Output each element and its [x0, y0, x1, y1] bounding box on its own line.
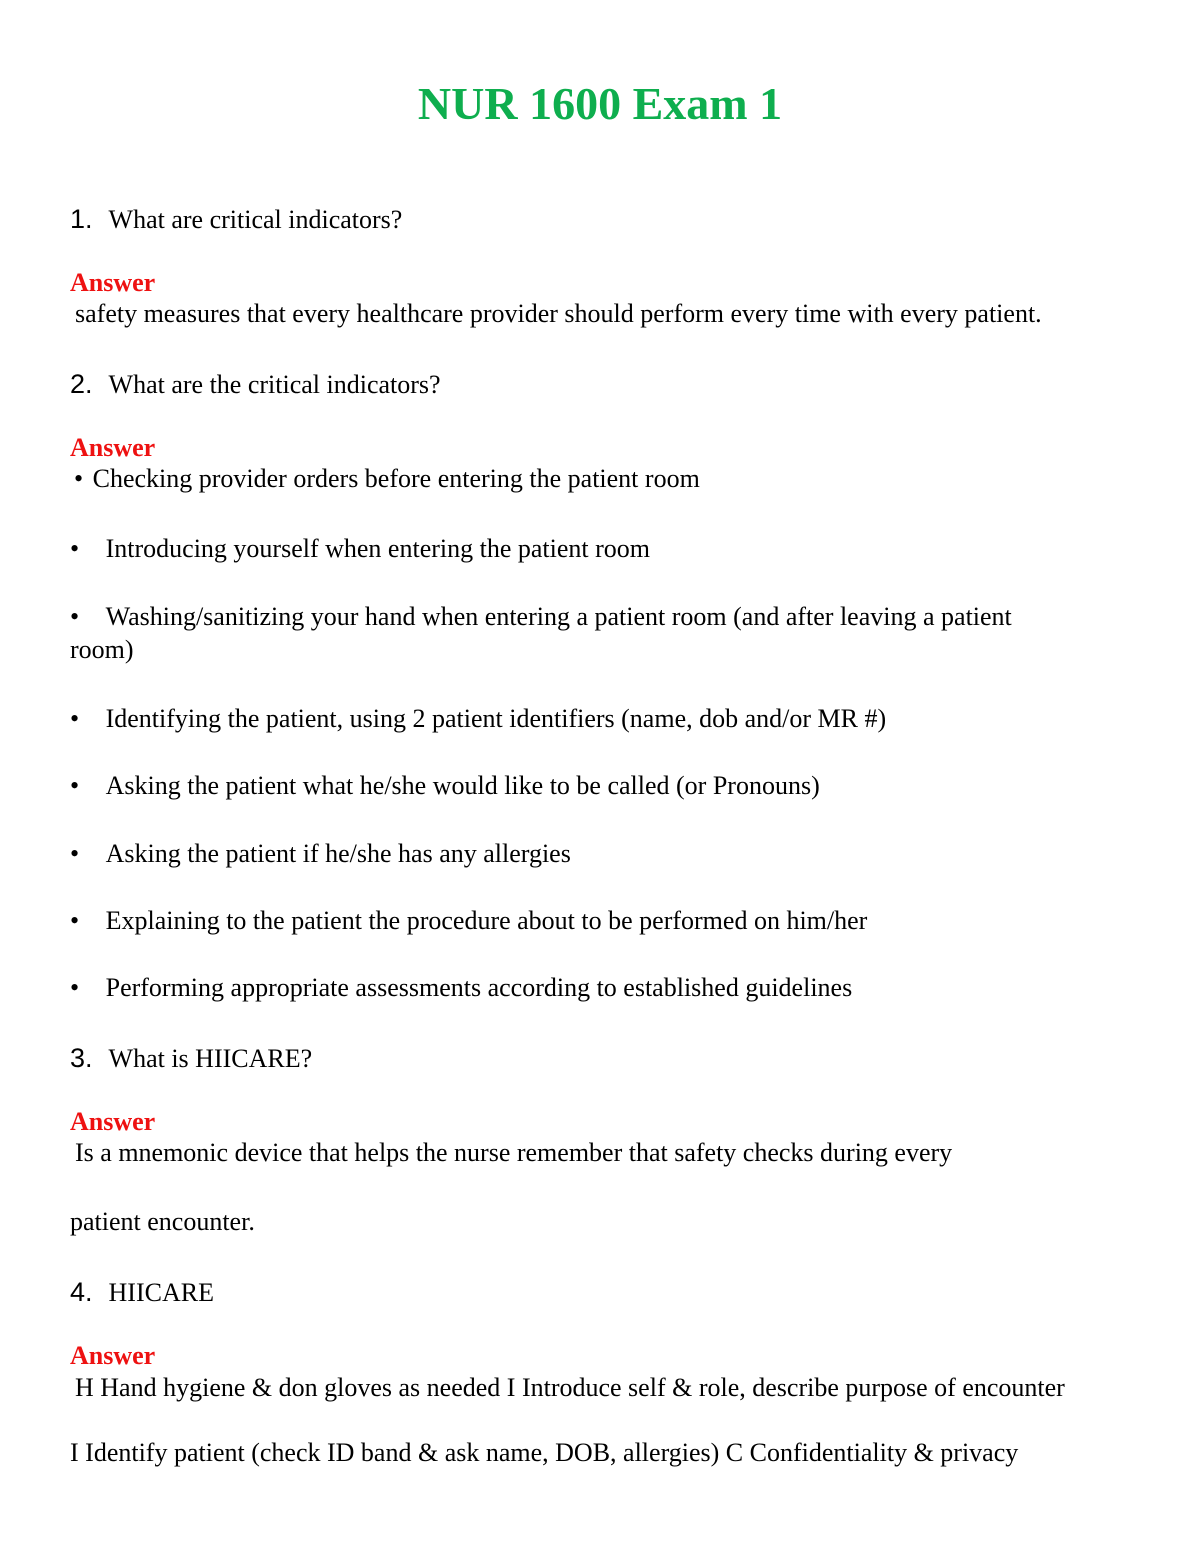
answer-label: Answer [70, 268, 156, 297]
answer-label: Answer [70, 1107, 156, 1136]
bullet-text: Introducing yourself when entering the patient room [105, 534, 651, 563]
answer-text: Is a mnemonic device that helps the nurse remember that safety checks during every [75, 1138, 953, 1167]
bullet-item [70, 839, 571, 869]
bullet-item [70, 771, 820, 801]
bullet-item [70, 973, 852, 1003]
bullet-text: Checking provider orders before entering the patient room [92, 464, 700, 493]
question-number: 3. [70, 1043, 93, 1073]
bullet-icon: • [70, 771, 80, 800]
answer-text: safety measures that every healthcare provider should perform every time with every patient. [75, 299, 1042, 328]
bullet-continuation: room) [70, 635, 134, 664]
answer-text: H Hand hygiene & don gloves as needed I Introduce self & role, describe purpose of encounter [75, 1373, 1065, 1402]
answer-label: Answer [70, 1341, 156, 1370]
question-3 [70, 1043, 312, 1074]
bullet-text: Asking the patient what he/she would like to be called (or Pronouns) [105, 771, 820, 800]
bullet-icon: • [70, 534, 80, 563]
bullet-text: Washing/sanitizing your hand when entering a patient room (and after leaving a patient [105, 602, 1012, 631]
document-title: NUR 1600 Exam 1 [417, 78, 783, 129]
bullet-icon: • [70, 906, 80, 935]
question-number: 4. [70, 1277, 93, 1307]
answer-text: I Identify patient (check ID band & ask name, DOB, allergies) C Confidentiality & privacy [70, 1438, 1019, 1467]
question-number: 1. [70, 204, 93, 234]
question-text: What are the critical indicators? [108, 370, 441, 399]
bullet-item [74, 464, 700, 494]
question-2 [70, 369, 441, 400]
question-number: 2. [70, 369, 93, 399]
bullet-item [70, 704, 886, 734]
bullet-text: Performing appropriate assessments according to established guidelines [105, 973, 853, 1002]
bullet-item [70, 906, 867, 936]
bullet-icon: • [70, 839, 80, 868]
question-text: HIICARE [108, 1278, 214, 1307]
bullet-text: Asking the patient if he/she has any allergies [105, 839, 571, 868]
bullet-text: Explaining to the patient the procedure about to be performed on him/her [105, 906, 868, 935]
answer-text: patient encounter. [70, 1207, 255, 1236]
question-4 [70, 1277, 214, 1308]
bullet-icon: • [70, 973, 80, 1002]
question-1 [70, 204, 402, 235]
bullet-text: Identifying the patient, using 2 patient identifiers (name, dob and/or MR #) [105, 704, 887, 733]
bullet-icon: • [70, 704, 80, 733]
bullet-icon: • [74, 464, 84, 493]
question-text: What are critical indicators? [108, 205, 403, 234]
bullet-item [70, 534, 650, 564]
answer-label: Answer [70, 433, 156, 462]
bullet-item [70, 602, 1012, 632]
question-text: What is HIICARE? [108, 1044, 313, 1073]
bullet-icon: • [70, 602, 80, 631]
